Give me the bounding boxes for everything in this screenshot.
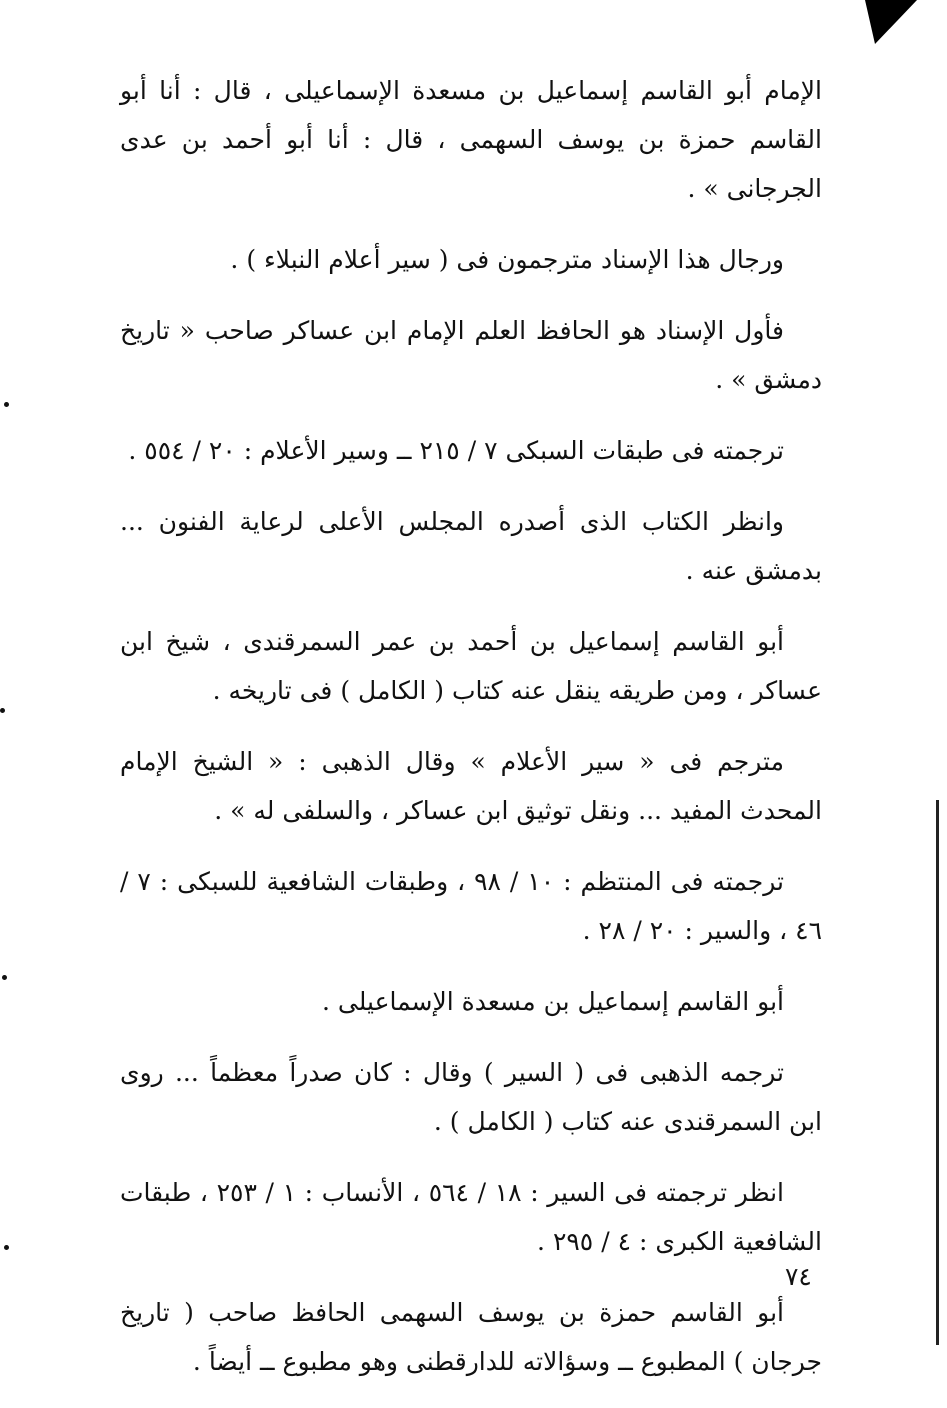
scan-speck: [4, 402, 9, 407]
scan-speck: [0, 708, 5, 713]
paragraph-6: أبو القاسم إسماعيل بن أحمد بن عمر السمرقندى ، شيخ ابن عساكر ، ومن طريقه ينقل عنه كتاب ( الكامل ) فى تاريخه .: [120, 627, 822, 705]
page-edge-shadow: [936, 800, 939, 1345]
paragraph-8: ترجمته فى المنتظم : ١٠ / ٩٨ ، وطبقات الشافعية للسبكى : ٧ / ٤٦ ، والسير : ٢٠ / ٢٨ .: [120, 867, 822, 945]
paragraph-3: فأول الإسناد هو الحافظ العلم الإمام ابن عساكر صاحب « تاريخ دمشق » .: [120, 316, 822, 394]
paragraph-1: الإمام أبو القاسم إسماعيل بن مسعدة الإسماعيلى ، قال : أنا أبو القاسم حمزة بن يوسف السهمى ، قال : أنا أبو أحمد بن عدى الجرجانى » .: [120, 76, 822, 203]
paragraph-4: ترجمته فى طبقات السبكى ٧ / ٢١٥ ــ وسير الأعلام : ٢٠ / ٥٥٤ .: [128, 436, 784, 465]
paragraph-2: ورجال هذا الإسناد مترجمون فى ( سير أعلام النبلاء ) .: [230, 245, 784, 274]
paragraph-9: أبو القاسم إسماعيل بن مسعدة الإسماعيلى .: [322, 987, 784, 1016]
paragraph-5: وانظر الكتاب الذى أصدره المجلس الأعلى لرعاية الفنون ... بدمشق عنه .: [120, 507, 822, 585]
corner-scan-mark: [849, 0, 917, 44]
scan-speck: [4, 1245, 9, 1250]
paragraph-7: مترجم فى « سير الأعلام » وقال الذهبى : « الشيخ الإمام المحدث المفيد ... ونقل توثيق ابن عساكر ، والسلفى له » .: [120, 747, 822, 825]
paragraph-11: انظر ترجمته فى السير : ١٨ / ٥٦٤ ، الأنساب : ١ / ٢٥٣ ، طبقات الشافعية الكبرى : ٤ / ٢٩٥ .: [120, 1178, 822, 1256]
scan-speck: [2, 975, 7, 980]
paragraph-10: ترجمه الذهبى فى ( السير ) وقال : كان صدراً معظماً ... روى ابن السمرقندى عنه كتاب ( الكامل ) .: [120, 1058, 822, 1136]
paragraph-12: أبو القاسم حمزة بن يوسف السهمى الحافظ صاحب ( تاريخ جرجان ) المطبوع ــ وسؤالاته للدارقطنى وهو مطبوع ــ أيضاً .: [120, 1298, 822, 1376]
page-number: ٧٤: [785, 1262, 812, 1291]
page-body: [120, 66, 822, 1408]
